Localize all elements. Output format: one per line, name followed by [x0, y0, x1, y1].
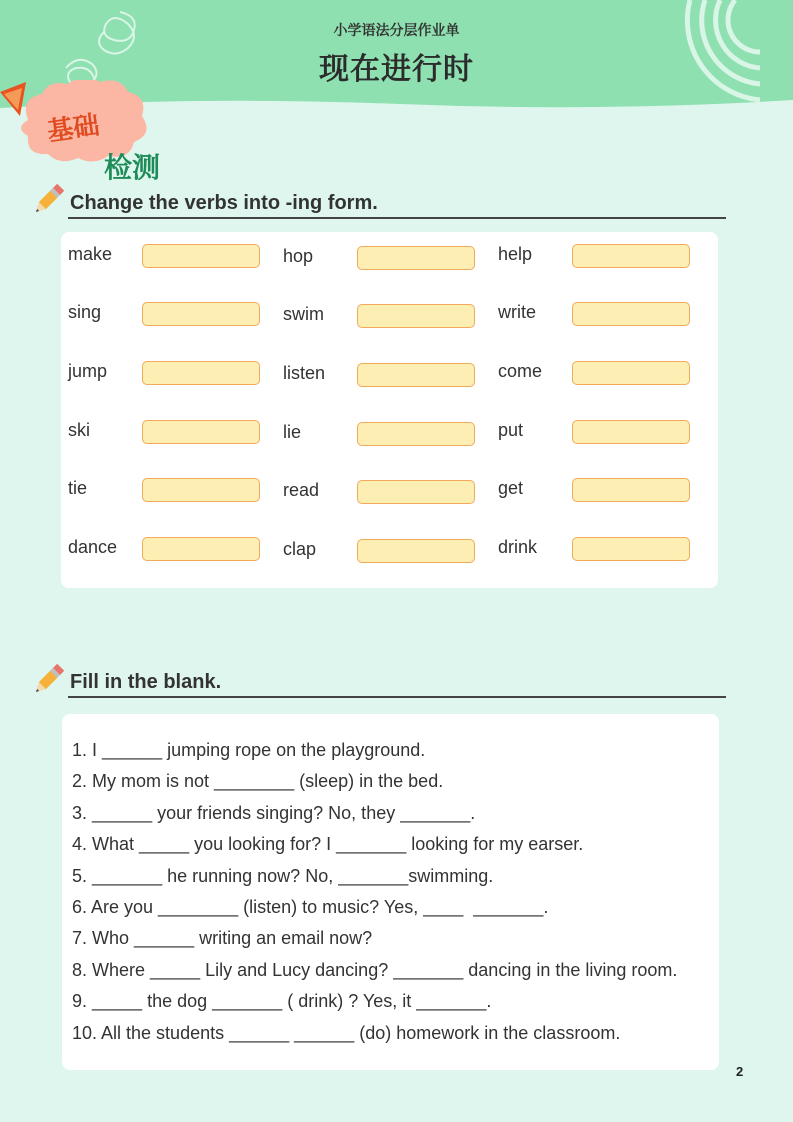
answer-box[interactable] [142, 478, 260, 502]
verb-label: drink [498, 537, 538, 557]
verb-label: put [498, 420, 524, 440]
verb-label: dance [68, 537, 118, 557]
sentence-item: 3. ______ your friends singing? No, they _______. [72, 802, 476, 823]
answer-box[interactable] [572, 244, 690, 268]
verb-label: clap [283, 539, 317, 559]
section-blank-title: Fill in the blank. [70, 671, 222, 693]
sentence-item: 4. What _____ you looking for? I _______ looking for my earser. [72, 834, 584, 855]
sentence-item: 6. Are you ________ (listen) to music? Yes, ____ _______. [72, 897, 549, 917]
pencil-icon [28, 660, 68, 700]
sentence-item: 5. _______ he running now? No, _______swimming. [72, 865, 494, 886]
verb-label: ski [68, 420, 90, 440]
section-verbs-title: Change the verbs into -ing form. [70, 192, 378, 214]
verb-label: get [498, 478, 524, 498]
verb-label: jump [68, 361, 108, 381]
answer-box[interactable] [357, 422, 475, 446]
sentence-item: 2. My mom is not ________ (sleep) in the bed. [72, 771, 444, 792]
section-divider [68, 217, 726, 219]
verb-label: sing [68, 302, 102, 322]
sentence-item: 7. Who ______ writing an email now? [72, 928, 373, 949]
answer-box[interactable] [357, 363, 475, 387]
verb-label: hop [283, 246, 314, 266]
answer-box[interactable] [142, 302, 260, 326]
verb-label: come [498, 361, 543, 381]
sentence-item: 1. I ______ jumping rope on the playground. [72, 740, 426, 760]
page-number: 2 [736, 1064, 744, 1079]
answer-box[interactable] [142, 361, 260, 385]
verb-label: read [283, 480, 320, 500]
sentence-item: 8. Where _____ Lily and Lucy dancing? _______ dancing in the living room. [72, 959, 678, 980]
answer-box[interactable] [142, 537, 260, 561]
pencil-icon [28, 180, 68, 220]
verb-label: swim [283, 304, 324, 324]
section-divider [68, 696, 726, 698]
badge-label: 基础 [45, 110, 102, 148]
worksheet-subtitle: 小学语法分层作业单 [333, 23, 460, 39]
answer-box[interactable] [572, 478, 690, 502]
answer-box[interactable] [572, 361, 690, 385]
answer-box[interactable] [142, 244, 260, 268]
worksheet-title: 现在进行时 [319, 52, 474, 87]
answer-box[interactable] [357, 304, 475, 328]
answer-box[interactable] [572, 420, 690, 444]
badge-sublabel: 检测 [104, 151, 161, 184]
sentences-card [62, 714, 719, 1070]
verb-label: lie [283, 422, 302, 442]
answer-box[interactable] [357, 480, 475, 504]
verbs-card [61, 232, 718, 588]
verb-label: help [498, 244, 533, 264]
answer-box[interactable] [142, 420, 260, 444]
answer-box[interactable] [357, 539, 475, 563]
verb-label: write [498, 302, 537, 322]
answer-box[interactable] [572, 537, 690, 561]
verb-label: make [68, 244, 113, 264]
answer-box[interactable] [572, 302, 690, 326]
verb-label: tie [68, 478, 88, 498]
verb-label: listen [283, 363, 326, 383]
sentence-item: 9. _____ the dog _______ ( drink) ? Yes, it _______. [72, 991, 492, 1012]
sentence-item: 10. All the students ______ ______ (do) homework in the classroom. [72, 1022, 621, 1043]
answer-box[interactable] [357, 246, 475, 270]
